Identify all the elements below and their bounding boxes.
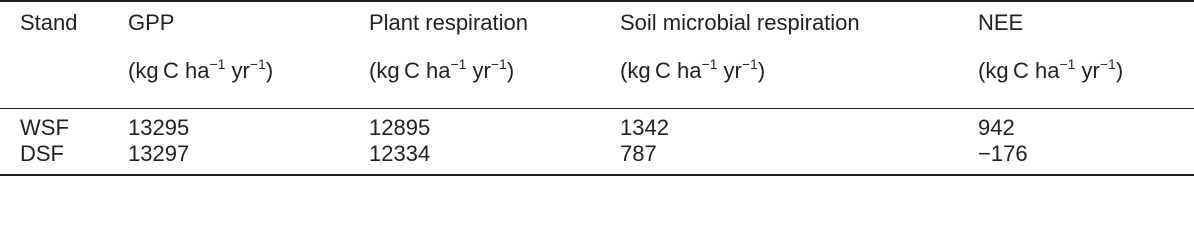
column-header-nee: NEE — [978, 10, 1024, 35]
table-cell-nee: 942 — [978, 115, 1015, 140]
table-cell-gpp: 13295 — [128, 115, 190, 140]
column-header-plant-respiration: Plant respiration — [369, 10, 528, 35]
column-header-gpp: GPP — [128, 10, 175, 35]
column-unit-plant-respiration: (kg C $ha^{-1}$ $yr^{-1}$) — [369, 56, 515, 83]
table-cell-plant-respiration: 12895 — [369, 115, 431, 140]
column-unit-gpp: (kg C $ha^{-1}$ $yr^{-1}$) — [128, 56, 274, 83]
table-cell-soil-microbial-respiration: 1342 — [620, 115, 669, 140]
column-header-soil-microbial-respiration: Soil microbial respiration — [620, 10, 860, 35]
table-header-rule — [0, 108, 1194, 109]
table-cell-gpp: 13297 — [128, 141, 190, 166]
table-cell-nee: −176 — [978, 141, 1028, 166]
column-unit-soil-microbial-respiration: (kg C $ha^{-1}$ $yr^{-1}$) — [620, 56, 766, 83]
table-top-rule — [0, 0, 1194, 2]
column-unit-nee: (kg C $ha^{-1}$ $yr^{-1}$) — [978, 56, 1124, 83]
table-bottom-rule — [0, 174, 1194, 176]
table-cell-stand: WSF — [20, 115, 69, 140]
table-cell-soil-microbial-respiration: 787 — [620, 141, 657, 166]
table-cell-plant-respiration: 12334 — [369, 141, 431, 166]
column-header-stand: Stand — [20, 10, 78, 35]
table-cell-stand: DSF — [20, 141, 64, 166]
